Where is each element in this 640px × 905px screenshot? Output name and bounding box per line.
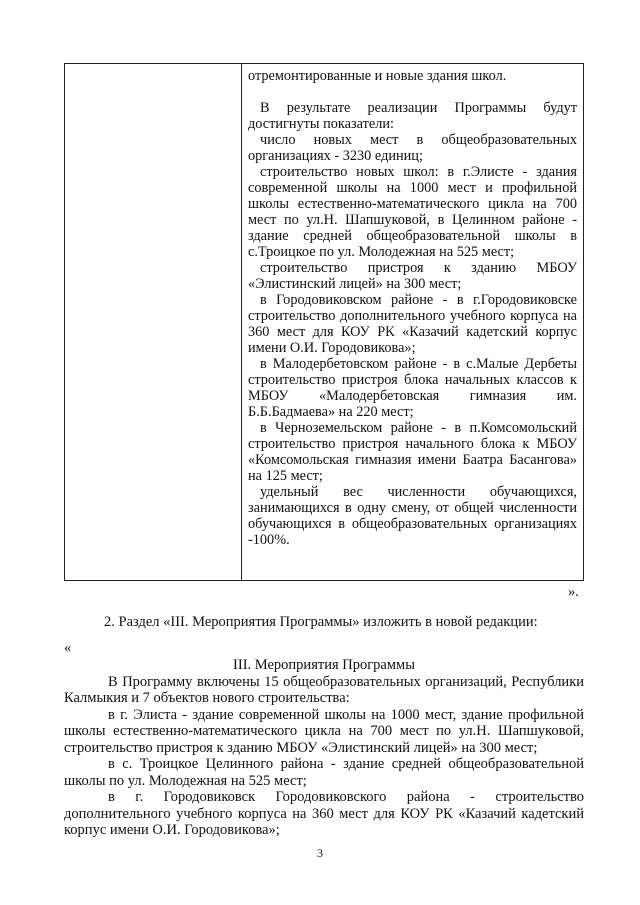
table-paragraph: число новых мест в общеобразовательных организациях - 3230 единиц; bbox=[248, 132, 577, 164]
table-paragraph: строительство пристроя к зданию МБОУ «Элистинский лицей» на 300 мест; bbox=[248, 260, 577, 292]
section-title: III. Мероприятия Программы bbox=[233, 657, 415, 673]
table-left-cell bbox=[65, 64, 242, 580]
program-table bbox=[64, 63, 584, 581]
opening-quote: « bbox=[64, 639, 72, 656]
body-paragraph: В Программу включены 15 общеобразовательных организаций, Республики Калмыкия и 7 объектов нового строительства: bbox=[64, 673, 584, 706]
body-paragraph: в г. Городовиковск Городовиковского района - строительство дополнительного учебного корпуса на 360 мест для КОУ РК «Казачий кадетский корпус имени О.И. Городовикова»; bbox=[64, 789, 584, 838]
table-paragraph: в Малодербетовском районе - в с.Малые Дербеты строительство пристроя блока начальных классов к МБОУ «Малодербетовская гимназия им. Б.Б.Бадмаева» на 220 мест; bbox=[248, 356, 577, 420]
table-paragraph-gap bbox=[248, 84, 577, 100]
table-paragraph: удельный вес численности обучающихся, занимающихся в одну смену, от общей численности обучающихся в общеобразовательных организациях -100%. bbox=[248, 484, 577, 548]
table-paragraph: отремонтированные и новые здания школ. bbox=[248, 68, 507, 84]
table-paragraph: строительство новых школ: в г.Элисте - здания современной школы на 1000 мест и профильной школы естественно-математического цикла на 700 мест по ул.Н. Шапшуковой, в Целинном районе - здание средней общеобразовательной школы в с.Троицкое по ул. Молодежная на 525 мест; bbox=[248, 164, 577, 260]
table-paragraph: в Городовиковском районе - в г.Городовиковске строительство дополнительного учебного корпуса на 360 мест для КОУ РК «Казачий кадетский корпус имени О.И. Городовикова»; bbox=[248, 292, 577, 356]
table-right-cell bbox=[242, 64, 583, 580]
closing-quote: ». bbox=[568, 584, 579, 600]
page-number: 3 bbox=[317, 846, 323, 860]
body-paragraph: в с. Троицкое Целинного района - здание средней общеобразовательной школы по ул. Молодежная на 525 мест; bbox=[64, 756, 584, 789]
table-paragraph: в Черноземельском районе - в п.Комсомольский строительство пристроя начального блока к МБОУ «Комсомольская гимназия имени Баатра Басангова» на 125 мест; bbox=[248, 420, 577, 484]
body-paragraph: в г. Элиста - здание современной школы на 1000 мест, здание профильной школы естественно-математического цикла на 700 мест по ул.Н. Шапшуковой, строительство пристроя к зданию МБОУ «Элистинский лицей» на 300 мест; bbox=[64, 706, 584, 756]
table-paragraph: В результате реализации Программы будут достигнуты показатели: bbox=[248, 100, 577, 132]
main-text bbox=[64, 614, 584, 839]
amendment-item-2: 2. Раздел «III. Мероприятия Программы» изложить в новой редакции: bbox=[104, 614, 538, 630]
